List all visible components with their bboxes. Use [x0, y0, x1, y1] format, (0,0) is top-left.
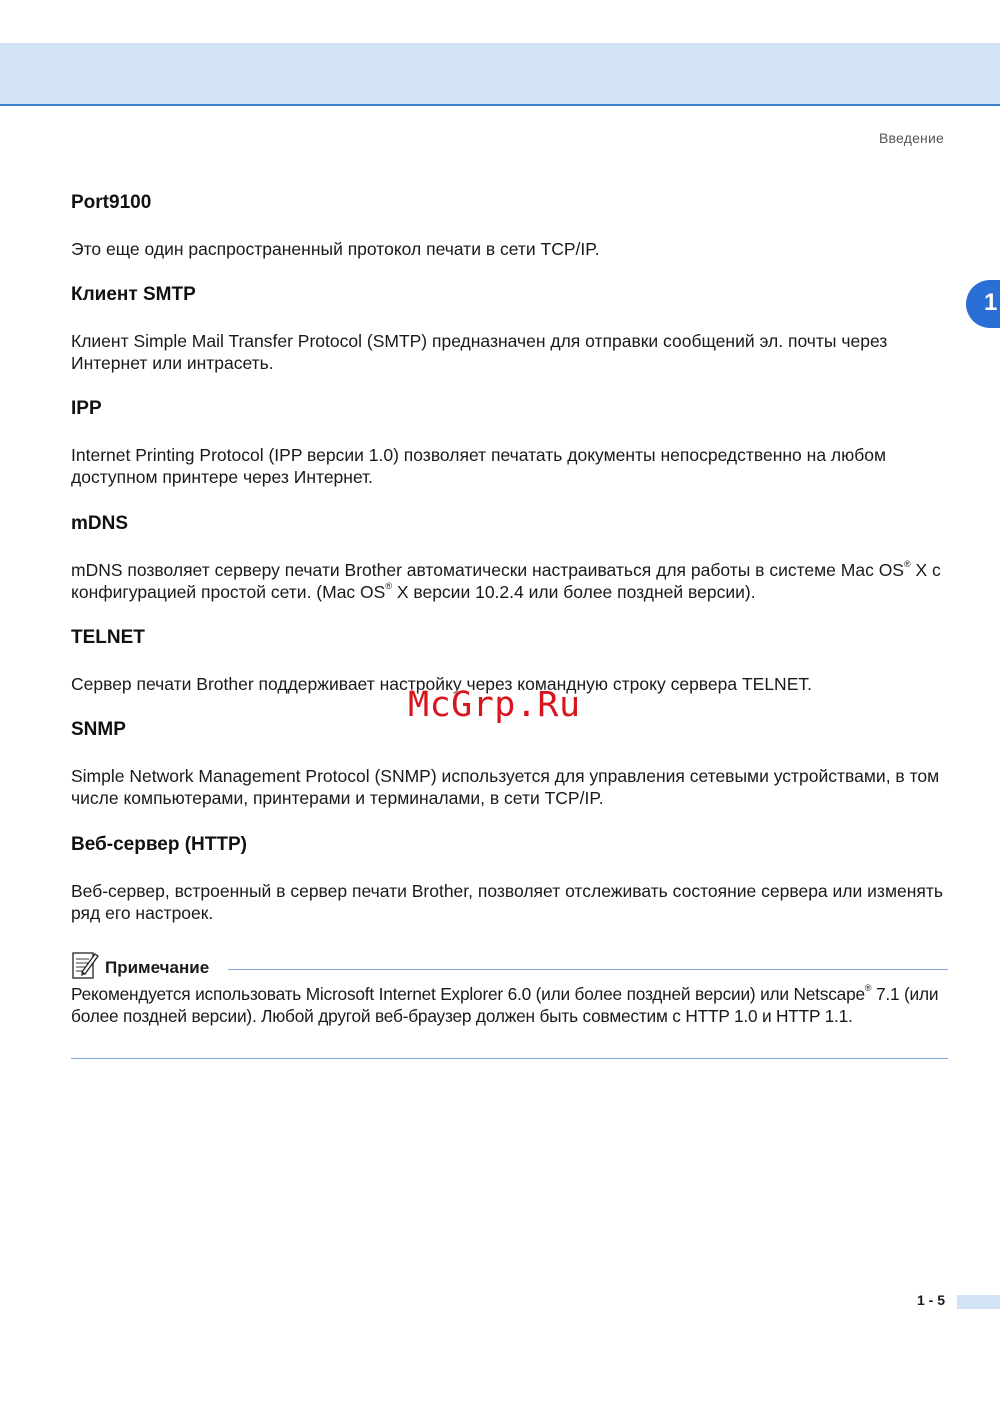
section-heading-snmp: SNMP [71, 719, 126, 740]
chapter-number: 1 [984, 289, 998, 316]
registered-mark: ® [385, 581, 392, 591]
section-heading-port9100: Port9100 [71, 192, 152, 213]
mdns-text-part1: mDNS позволяет серверу печати Brother автоматически настраиваться для работы в системе Mac OS [71, 560, 904, 580]
section-text-ipp: Internet Printing Protocol (IPP версии 1.0) позволяет печатать документы непосредственно на любом доступном принтере через Интернет. [71, 445, 887, 487]
header-band [0, 43, 1000, 106]
section-heading-smtp: Клиент SMTP [71, 284, 196, 305]
mdns-text-part2: X с конфигурацией простой сети. (Mac OS [71, 560, 941, 602]
note-divider-top [228, 969, 948, 970]
section-text-snmp: Simple Network Management Protocol (SNMP) используется для управления сетевыми устройствами, в том числе компьютерами, принтерами и терминалами, в сети TCP/IP. [71, 766, 940, 808]
mdns-text-part3: X версии 10.2.4 или более поздней версии). [391, 582, 756, 602]
chapter-label: Введение [879, 130, 944, 146]
chapter-tab [966, 280, 1000, 328]
note-text [71, 983, 947, 1027]
page-number-bar [957, 1295, 1000, 1309]
note-text-part2: 7.1 (или более поздней версии). Любой другой веб-браузер должен быть совместим с HTTP 1.0 и HTTP 1.1. [71, 984, 939, 1026]
registered-mark: ® [904, 559, 911, 569]
note-pencil-icon [71, 950, 99, 980]
section-text-http: Веб-сервер, встроенный в сервер печати Brother, позволяет отслеживать состояние сервера или изменять ряд его настроек. [71, 881, 943, 923]
section-heading-http: Веб-сервер (HTTP) [71, 834, 247, 855]
note-text-part1: Рекомендуется использовать Microsoft Internet Explorer 6.0 (или более поздней версии) или Netscape [71, 984, 865, 1004]
section-heading-mdns: mDNS [71, 513, 129, 534]
watermark: McGrp.Ru [408, 685, 581, 725]
section-heading-telnet: TELNET [71, 627, 145, 648]
registered-mark: ® [864, 983, 872, 993]
note-divider-bottom [71, 1058, 948, 1059]
section-text-telnet: Сервер печати Brother поддерживает настройку через командную строку сервера TELNET. [71, 674, 812, 694]
page-number: 1 - 5 [917, 1292, 946, 1308]
section-heading-ipp: IPP [71, 398, 102, 419]
section-text-mdns [71, 559, 947, 603]
section-text-port9100: Это еще один распространенный протокол печати в сети TCP/IP. [71, 239, 600, 259]
note-title: Примечание [105, 958, 210, 977]
section-text-smtp: Клиент Simple Mail Transfer Protocol (SMTP) предназначен для отправки сообщений эл. почты через Интернет или интрасеть. [71, 331, 888, 373]
